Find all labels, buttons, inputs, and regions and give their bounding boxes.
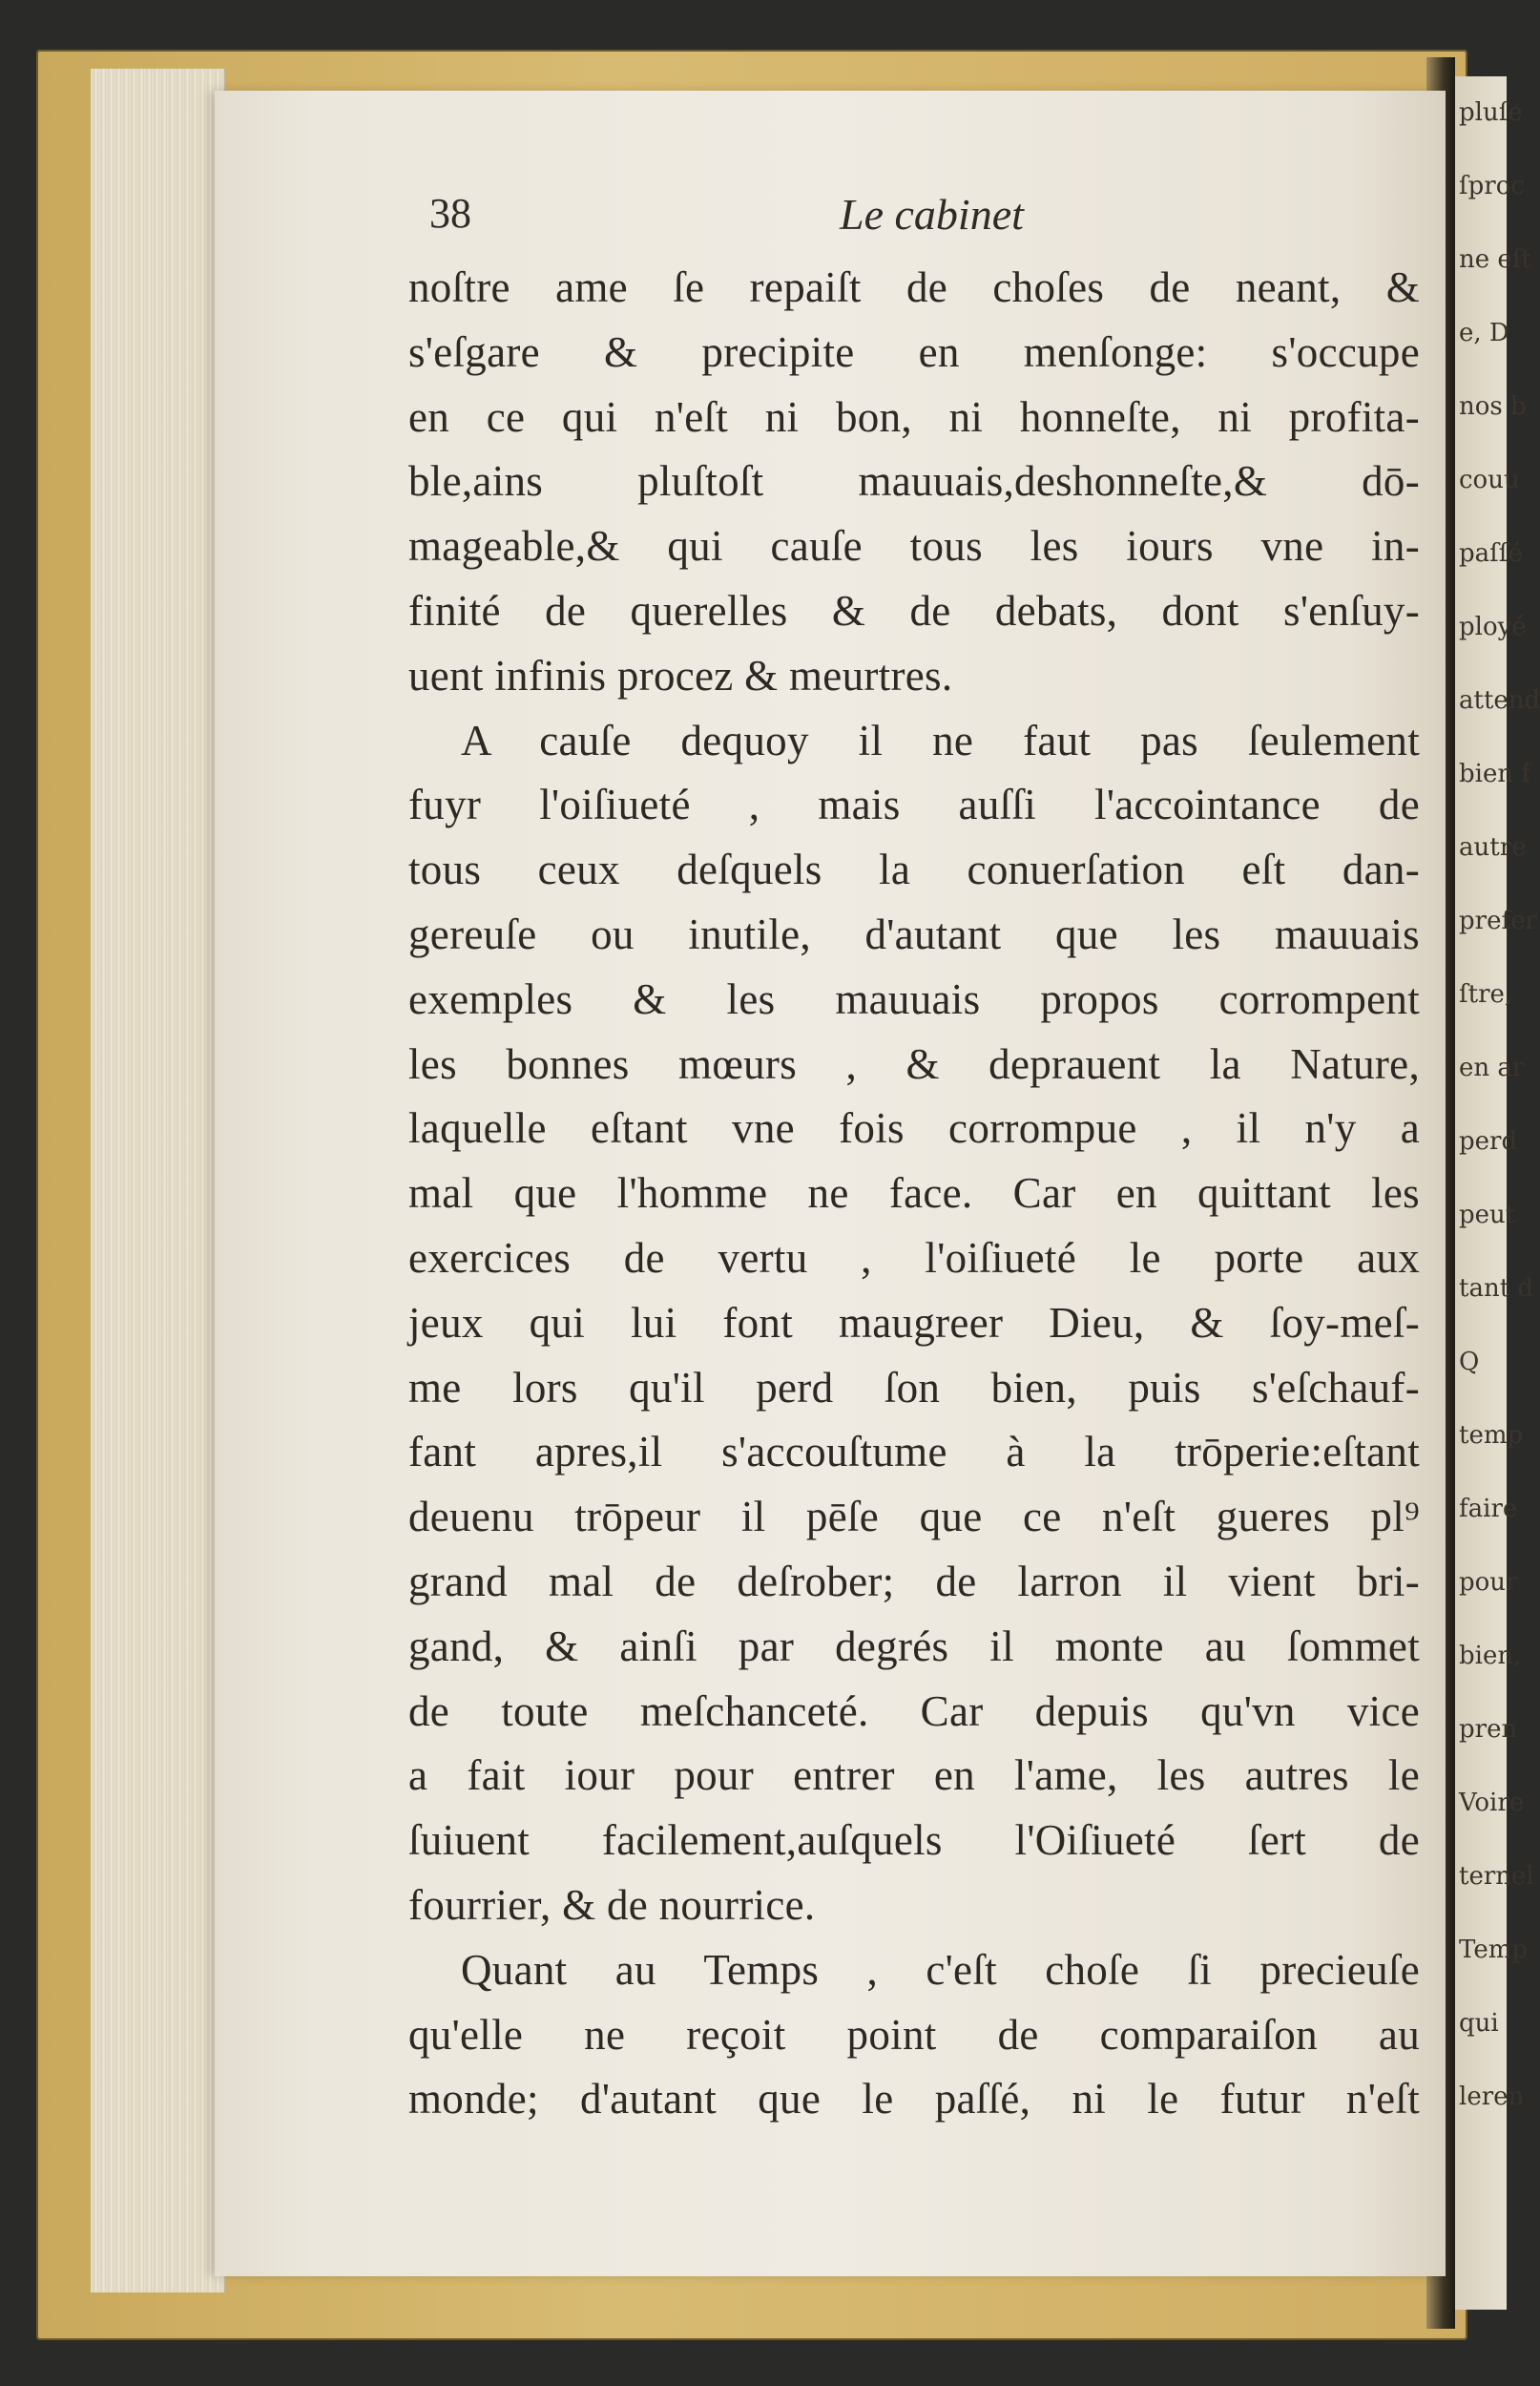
facing-page-fragment: tant d [1459, 1274, 1534, 1303]
facing-page-fragment: paſſé [1459, 539, 1523, 568]
facing-page-fragment: bien, [1459, 1642, 1522, 1670]
facing-page-fragment: pour [1459, 1568, 1518, 1597]
facing-page-fragment: ſtre, [1459, 980, 1513, 1009]
facing-page-fragment: ſproc [1459, 172, 1525, 200]
text-line: grand mal de deſrober; de larron il vient bri- [408, 1557, 1420, 1605]
text-line: exercices de vertu , l'oiſiueté le porte aux [408, 1233, 1420, 1282]
page-header [429, 189, 1441, 256]
text-line: fourrier, & de nourrice. [408, 1880, 816, 1929]
facing-page-fragment: prefer [1459, 907, 1537, 935]
text-line: deuenu trōpeur il pēſe que ce n'eſt gueres pl⁹ [408, 1493, 1420, 1541]
text-line: a fait iour pour entrer en l'ame, les autres le [408, 1751, 1420, 1800]
facing-page-fragment: ne eſt [1459, 245, 1531, 274]
text-line: les bonnes mœurs , & deprauent la Nature, [408, 1039, 1420, 1088]
facing-page-fragment: attend [1459, 686, 1540, 715]
facing-page-fragment: leren [1459, 2083, 1525, 2111]
text-line: gereuſe ou inutile, d'autant que les mauuais [408, 910, 1420, 958]
facing-page-fragment: nos b [1459, 392, 1527, 421]
text-line: fuyr l'oiſiueté , mais auſſi l'accointance de [408, 781, 1420, 829]
facing-page-fragment: ployé [1459, 613, 1527, 641]
text-line: exemples & les mauuais propos corrompent [408, 974, 1420, 1023]
text-line: A cauſe dequoy il ne faut pas ſeulement [461, 716, 1420, 764]
facing-page-fragment: pluſe [1459, 98, 1523, 127]
facing-page-fragment: ternel [1459, 1862, 1534, 1891]
facing-page-fragment: couu [1459, 466, 1520, 494]
facing-page-fragment: e, D [1459, 319, 1509, 347]
text-line: mal que l'homme ne face. Car en quittant les [408, 1169, 1420, 1218]
text-line: noſtre ame ſe repaiſt de choſes de neant, & [408, 263, 1420, 311]
facing-page-fragment: Voire [1459, 1789, 1525, 1817]
running-title: Le cabinet [840, 190, 1024, 239]
facing-page-fragment: perd [1459, 1127, 1518, 1156]
text-line: jeux qui lui font maugreer Dieu, & ſoy-meſ- [408, 1298, 1420, 1347]
facing-page-fragment: faire [1459, 1495, 1518, 1523]
text-line: de toute meſchanceté. Car depuis qu'vn vice [408, 1686, 1420, 1735]
facing-page-fragment: Temp [1459, 1936, 1529, 1964]
text-line: s'eſgare & precipite en menſonge: s'occupe [408, 327, 1420, 376]
facing-page-fragment: autre [1459, 833, 1527, 862]
facing-page-fragment: bien f [1459, 760, 1530, 788]
facing-page-fragment: en ar [1459, 1054, 1525, 1082]
text-line: Quant au Temps , c'eſt choſe ſi precieuſe [461, 1945, 1420, 1994]
text-line: me lors qu'il perd ſon bien, puis s'eſchauf- [408, 1363, 1420, 1412]
text-line: finité de querelles & de debats, dont s'enſuy- [408, 586, 1420, 635]
text-line: laquelle eſtant vne fois corrompue , il n'y a [408, 1104, 1420, 1153]
page-edges [91, 69, 226, 2292]
text-line: en ce qui n'eſt ni bon, ni honneſte, ni profita- [408, 392, 1420, 441]
text-line: qu'elle ne reçoit point de comparaiſon au [408, 2010, 1420, 2059]
facing-page-fragment: temp [1459, 1421, 1524, 1450]
facing-page-fragment: Q [1459, 1348, 1480, 1376]
facing-page-fragment: peut [1459, 1201, 1516, 1229]
text-line: ble,ains pluſtoſt mauuais,deshonneſte,& dō- [408, 457, 1420, 506]
text-line: tous ceux deſquels la conuerſation eſt dan- [408, 846, 1420, 894]
text-line: fant apres,il s'accouſtume à la trōperie:eſtant [408, 1428, 1420, 1476]
text-line: gand, & ainſi par degrés il monte au ſommet [408, 1622, 1420, 1670]
text-line: ſuiuent facilement,auſquels l'Oiſiueté ſert de [408, 1816, 1420, 1865]
facing-page-fragment: qui [1459, 2009, 1499, 2038]
body-text [408, 256, 1420, 2132]
text-line: monde; d'autant que le paſſé, ni le futur n'eſt [408, 2075, 1420, 2124]
text-line: uent infinis procez & meurtres. [408, 651, 953, 700]
page-number: 38 [429, 190, 471, 237]
text-line: mageable,& qui cauſe tous les iours vne in- [408, 522, 1420, 571]
facing-page [1455, 76, 1540, 2310]
facing-page-fragment: pren [1459, 1715, 1518, 1744]
